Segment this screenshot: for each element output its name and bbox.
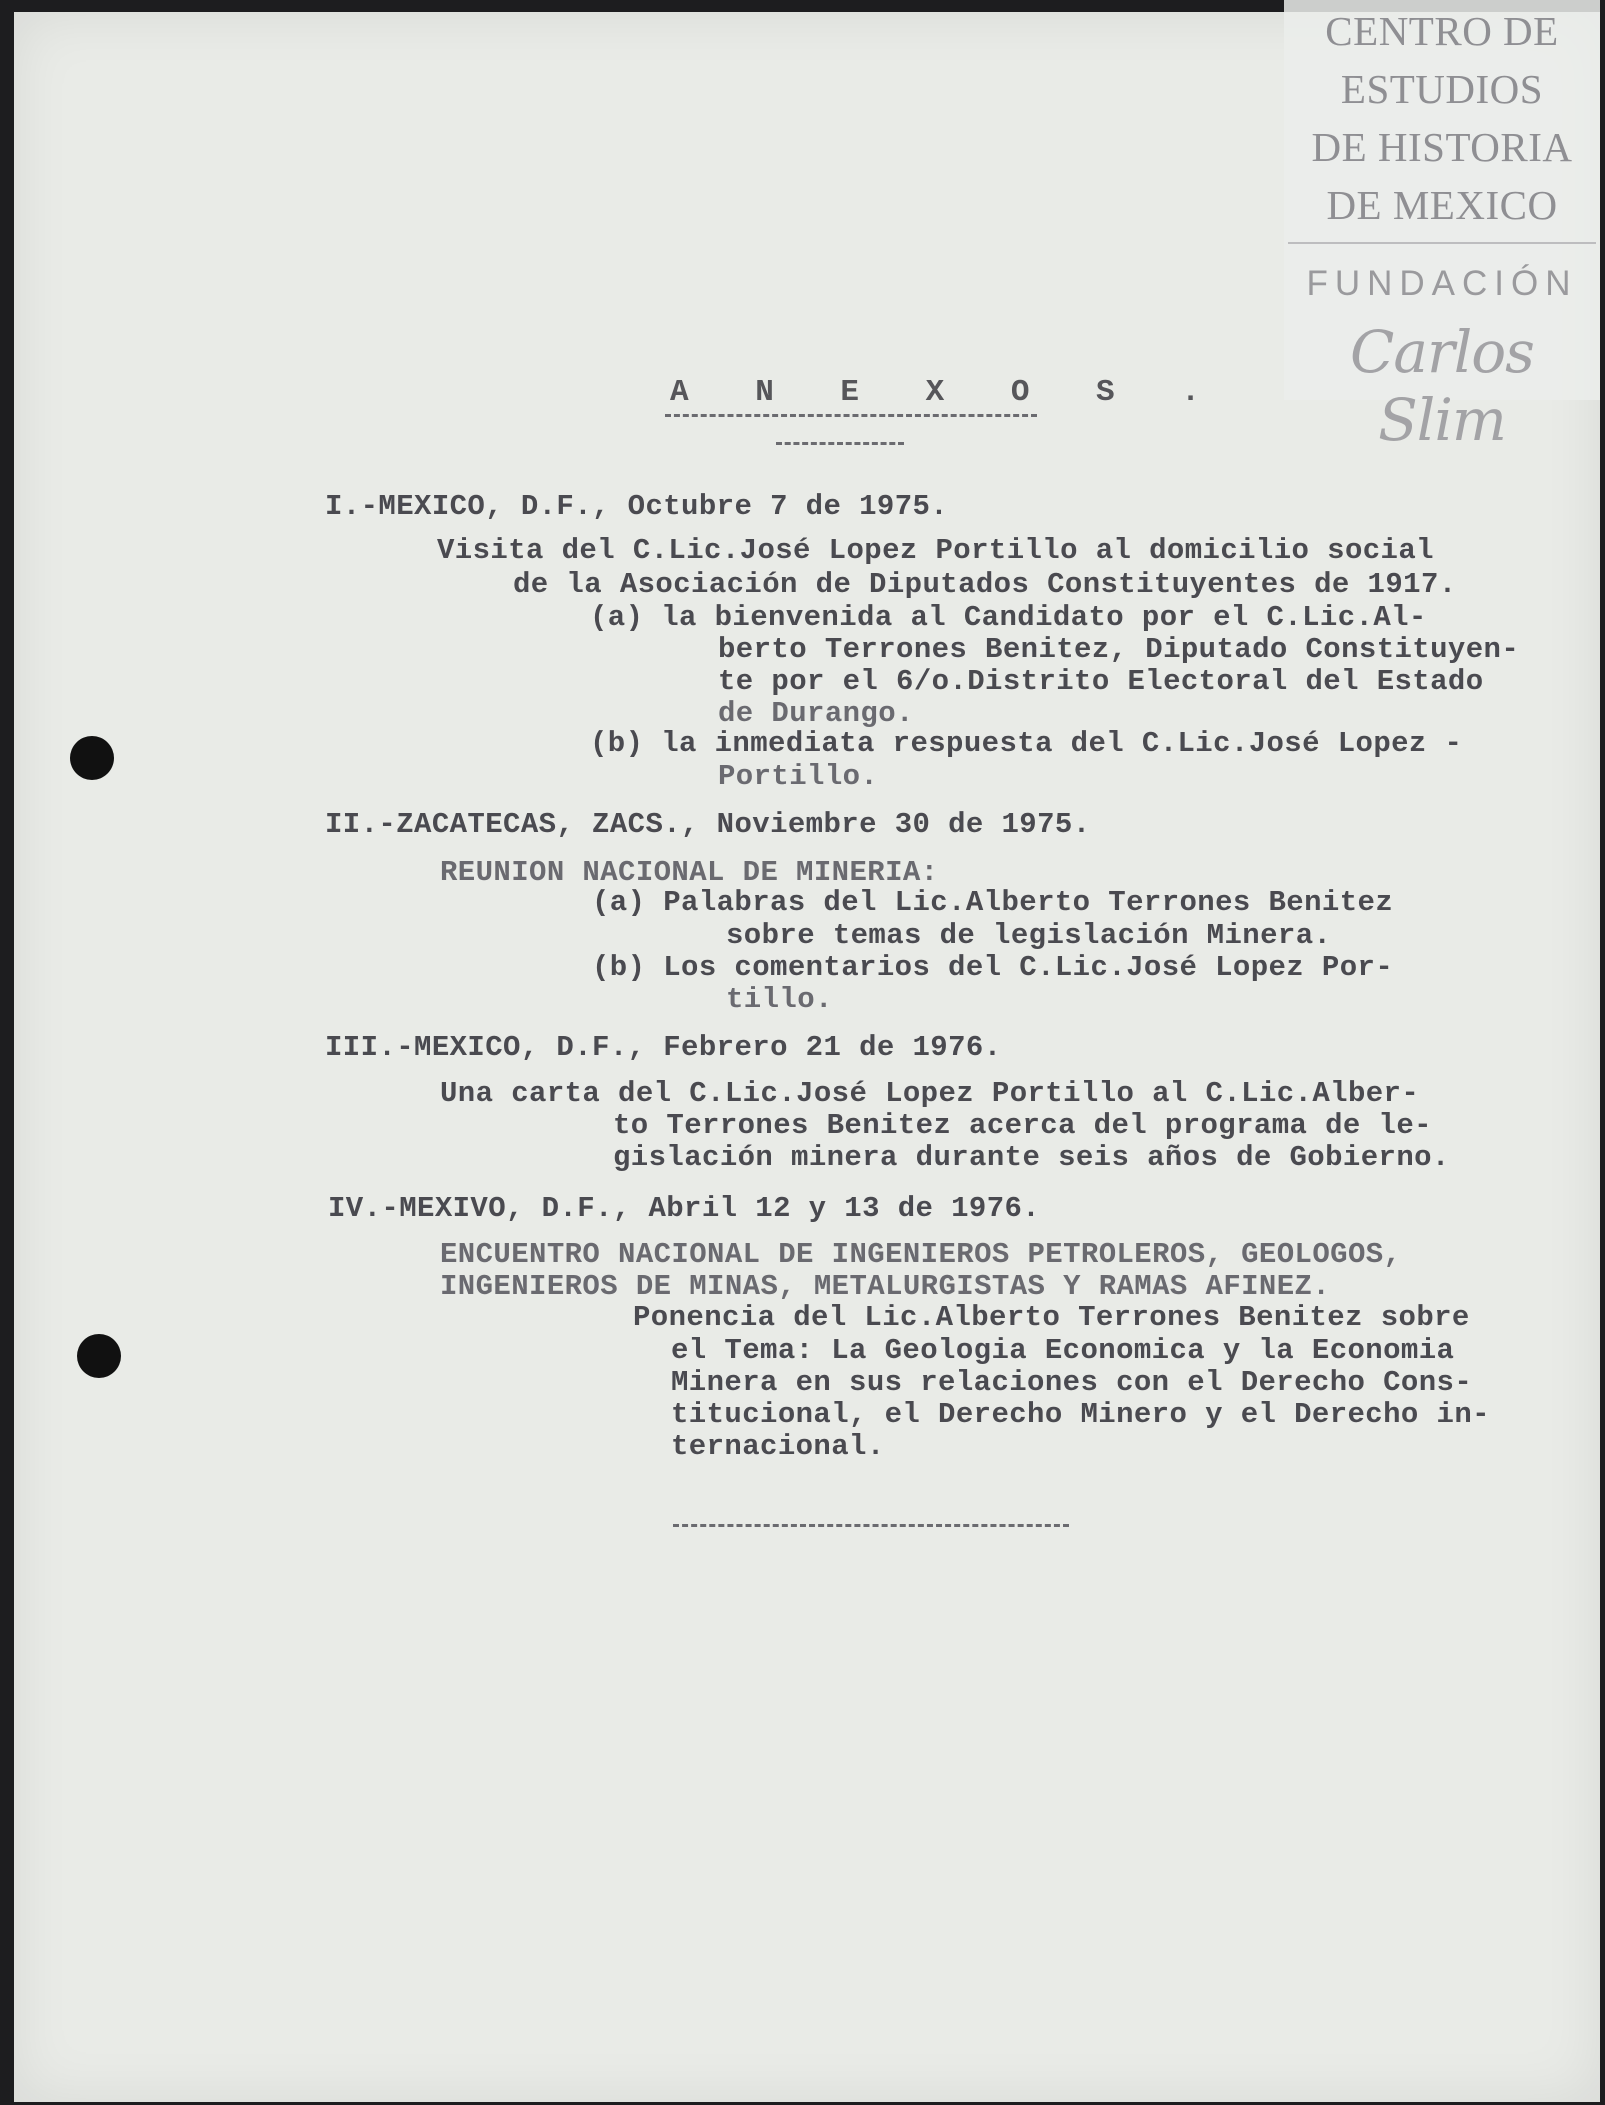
- text-line: Portillo.: [718, 760, 879, 793]
- text-line: gislación minera durante seis años de Gobierno.: [613, 1141, 1450, 1174]
- text-line: tillo.: [726, 983, 833, 1016]
- text-line: sobre temas de legislación Minera.: [726, 919, 1332, 952]
- title-underline-short: [776, 442, 904, 445]
- section-heading: IV.-MEXIVO, D.F., Abril 12 y 13 de 1976.: [328, 1192, 1041, 1225]
- text-line: (b) la inmediata respuesta del C.Lic.José Lopez -: [590, 727, 1463, 760]
- text-line: ternacional.: [671, 1430, 885, 1463]
- watermark-line: DE HISTORIA: [1311, 124, 1573, 170]
- watermark-line: ESTUDIOS: [1340, 66, 1544, 112]
- section-heading: III.-MEXICO, D.F., Febrero 21 de 1976.: [325, 1031, 1002, 1064]
- end-rule: [673, 1524, 1069, 1527]
- text-line: INGENIEROS DE MINAS, METALURGISTAS Y RAMAS AFINEZ.: [440, 1270, 1331, 1303]
- text-line: Ponencia del Lic.Alberto Terrones Benitez sobre: [633, 1301, 1470, 1334]
- text-line: titucional, el Derecho Minero y el Derecho in-: [671, 1398, 1490, 1431]
- text-line: Minera en sus relaciones con el Derecho Cons-: [671, 1366, 1473, 1399]
- text-line: (a) la bienvenida al Candidato por el C.Lic.Al-: [590, 601, 1427, 634]
- text-line: to Terrones Benitez acerca del programa de le-: [613, 1109, 1432, 1142]
- title-underline: [665, 414, 1037, 417]
- archive-watermark: [1284, 0, 1600, 454]
- watermark-line: DE MEXICO: [1326, 182, 1558, 228]
- text-line: de Durango.: [718, 697, 914, 730]
- watermark-foundation: FUNDACIÓN: [1306, 264, 1578, 303]
- text-line: ENCUENTRO NACIONAL DE INGENIEROS PETROLEROS, GEOLOGOS,: [440, 1238, 1402, 1271]
- text-line: (b) Los comentarios del C.Lic.José Lopez Por-: [592, 951, 1394, 984]
- watermark-signature: Carlos Slim: [1350, 318, 1534, 454]
- text-line: de la Asociación de Diputados Constituyentes de 1917.: [513, 568, 1457, 601]
- text-line: el Tema: La Geologia Economica y la Economia: [671, 1334, 1455, 1367]
- punch-hole-bottom: [77, 1334, 121, 1378]
- text-line: (a) Palabras del Lic.Alberto Terrones Benitez: [592, 886, 1394, 919]
- document-title: A N E X O S .: [670, 375, 1224, 410]
- text-line: Visita del C.Lic.José Lopez Portillo al domicilio social: [437, 534, 1434, 567]
- section-heading: I.-MEXICO, D.F., Octubre 7 de 1975.: [325, 490, 949, 523]
- watermark-line: CENTRO DE: [1325, 8, 1559, 54]
- text-line: REUNION NACIONAL DE MINERIA:: [440, 856, 939, 889]
- text-line: te por el 6/o.Distrito Electoral del Estado: [718, 665, 1484, 698]
- text-line: berto Terrones Benitez, Diputado Constituyen-: [718, 633, 1520, 666]
- punch-hole-top: [70, 736, 114, 780]
- text-line: Una carta del C.Lic.José Lopez Portillo al C.Lic.Alber-: [440, 1077, 1420, 1110]
- section-heading: II.-ZACATECAS, ZACS., Noviembre 30 de 1975.: [325, 808, 1091, 841]
